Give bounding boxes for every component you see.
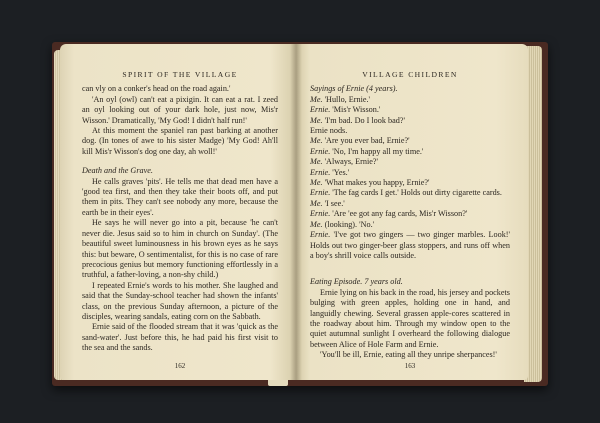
section-title: Death and the Grave. — [82, 166, 153, 176]
dialogue-line: Ernie. 'Yes.' — [310, 167, 350, 177]
book-gutter — [290, 44, 302, 380]
dialogue-line: Ernie. 'The fag cards I get.' Holds out dirty cigarette cards. — [310, 188, 502, 198]
page-number: 163 — [404, 362, 416, 370]
dialogue-line: Ernie. 'I've got two gingers — two ginger marbles. Look!' Holds out two ginger-beer glass stoppers, and runs off when a boy's shrill voice calls outside. — [310, 230, 510, 260]
dialogue-line: Me. 'What makes you happy, Ernie?' — [310, 178, 430, 188]
left-page-text — [82, 70, 278, 354]
section-title: Eating Episode. 7 years old. — [310, 277, 403, 287]
page-number: 162 — [174, 362, 186, 370]
bookmark-ribbon — [268, 380, 288, 386]
section-title: Sayings of Ernie (4 years). — [310, 84, 398, 94]
dialogue-line: Me. 'Hullo, Ernie.' — [310, 94, 371, 104]
dialogue-line: Me. 'I'm bad. Do I look bad?' — [310, 115, 405, 125]
dialogue-line: Me. (looking). 'No.' — [310, 219, 375, 229]
paragraph: Ernie said of the flooded stream that it was 'quick as the sand-water'. Just before this, he had paid his first visit to the sea and the sands. — [82, 322, 278, 353]
right-page — [296, 44, 528, 380]
dialogue-line: Ernie nods. — [310, 126, 348, 136]
right-running-header: VILLAGE CHILDREN — [362, 70, 458, 79]
dialogue-line: Me. 'Always, Ernie?' — [310, 157, 378, 167]
paragraph: Ernie lying on his back in the road, his jersey and pockets bulging with green apples, holding one in hand, and languidly chewing. Several grassen apple-cores scattered in the roadway about him. Through my window open to the quiet autumnal sunlight I overheard the following dialogue between Alice of Hole Farm and Ernie. — [310, 287, 510, 349]
dialogue-line: Ernie. 'Are 'ee got any fag cards, Mis'r Wisson?' — [310, 209, 468, 219]
paragraph: 'An oyl (owl) can't eat a pixigin. It can eat a rat. I zeed an oyl looking out of your dark hole, just now, Mis'r Wisson.' Dramatically, 'My God! I didn't half run!' — [82, 94, 278, 125]
paragraph: 'You'll be ill, Ernie, eating all they unripe sherpances!' — [320, 350, 497, 360]
paragraph: He calls graves 'pits'. He tells me that dead men have a 'good tea first, and then they take their boots off, and put them in pits. They can't see nobody any more, because the earth be in their eyes'. — [82, 176, 278, 217]
dialogue-line: Me. 'I see.' — [310, 198, 345, 208]
right-page-text — [310, 70, 510, 361]
dialogue-line: Me. 'Are you ever bad, Ernie?' — [310, 136, 410, 146]
paragraph: He says he will never go into a pit, because 'he can't never die. Jesus said so to him in church on Sunday'. (The beautiful sweet luminousness in his brown eyes as he says this: but beware, O sentimentalist, for this is no case of rare precocious genius but memory functioning effortlessly in a truthful, a father-loving, a non-shy child.) — [82, 218, 278, 280]
dialogue-line: Ernie. 'Mis'r Wisson.' — [310, 105, 381, 115]
paragraph: can vly on a conker's head on the road again.' — [82, 84, 231, 94]
paragraph: I repeated Ernie's words to his mother. She laughed and said that the Sunday-school teacher had shown the infants' class, on the previous Sunday afternoon, a picture of the disciples, wearing sandals, eating corn on the Sabbath. — [82, 280, 278, 321]
paragraph: At this moment the spaniel ran past barking at another dog. (In tones of awe to his sister Madge) 'My God! Ah'll kill Mis'r Wisson's dog one day, ah woll!' — [82, 126, 278, 156]
left-running-header: SPIRIT OF THE VILLAGE — [122, 70, 238, 79]
dialogue-line: Ernie. 'No, I'm happy all my time.' — [310, 146, 424, 156]
left-page — [60, 44, 296, 380]
